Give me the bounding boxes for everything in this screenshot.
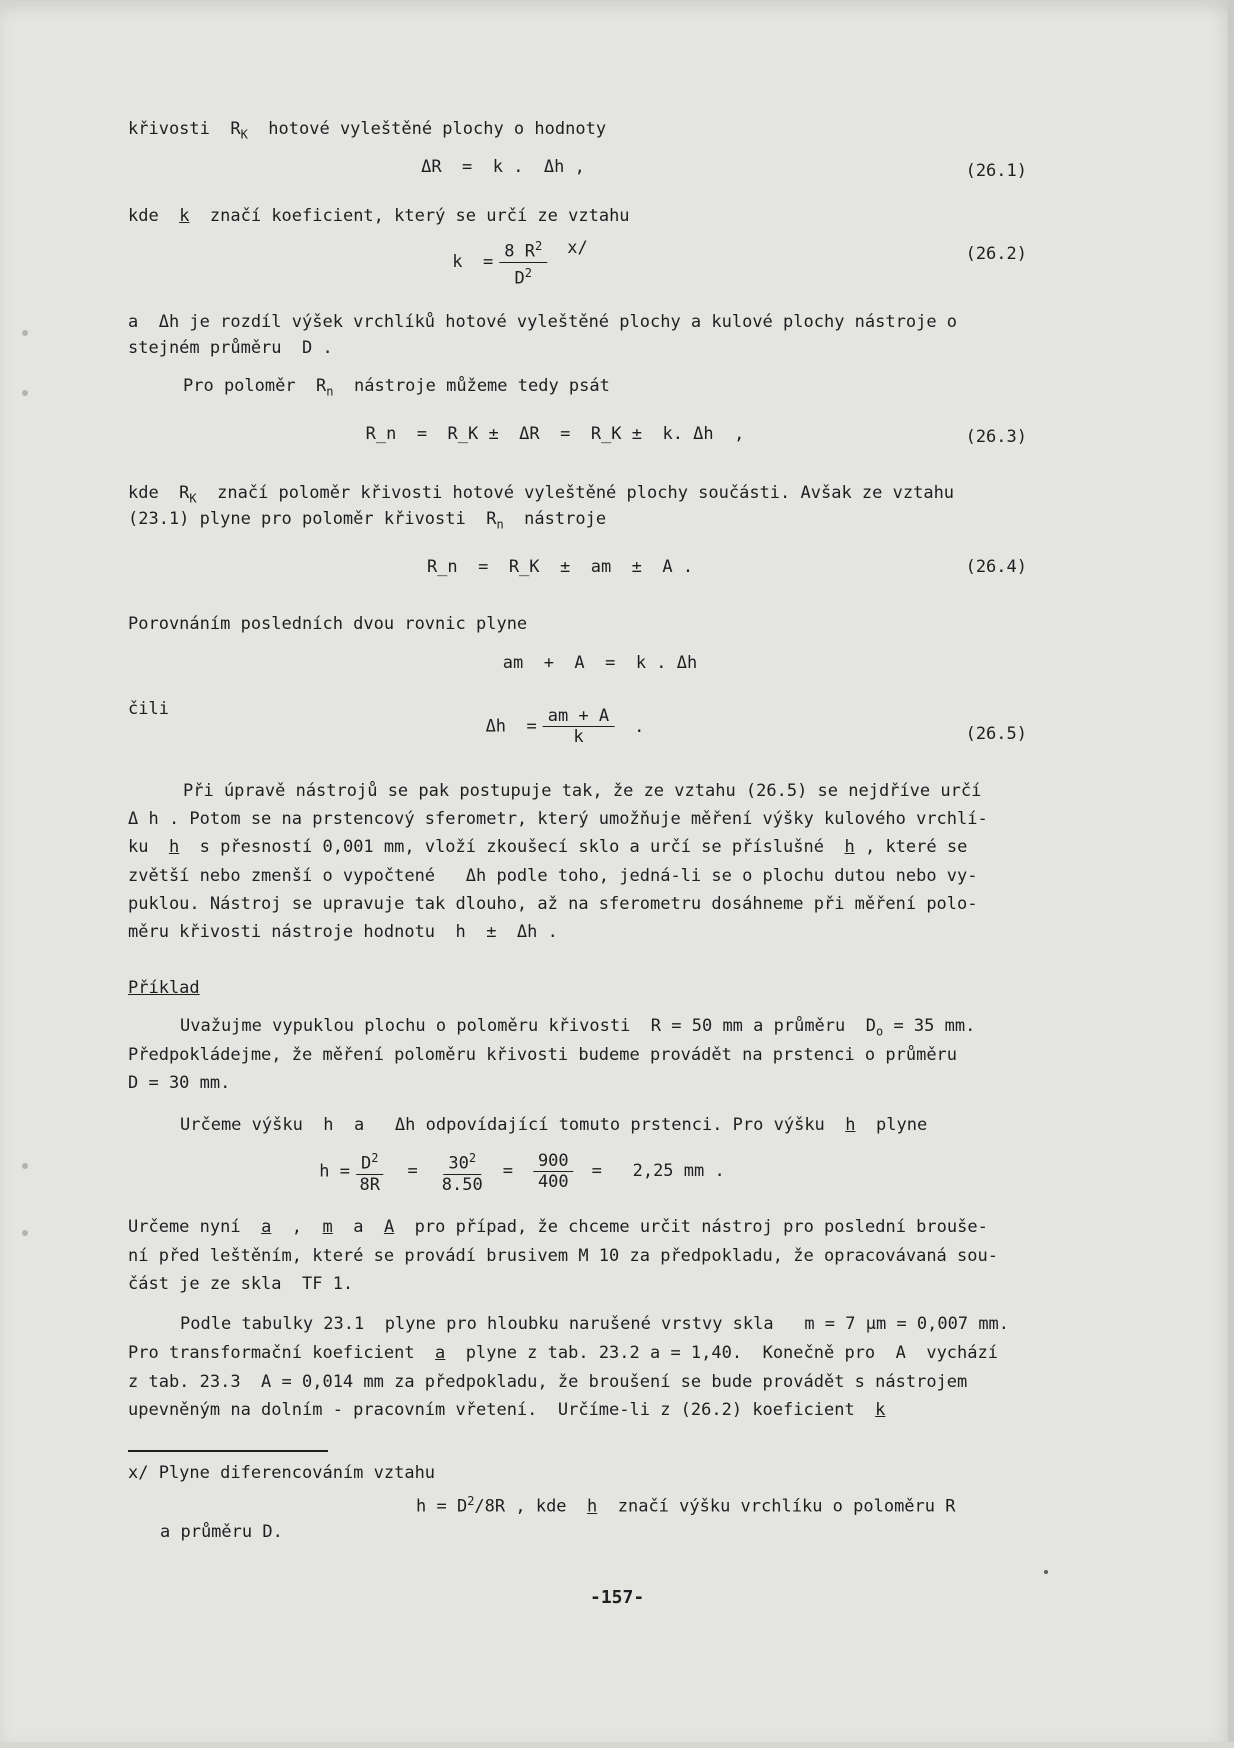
equation-lhs: k = [452, 252, 494, 273]
text-run: = [502, 1161, 513, 1182]
text-run: kde R [128, 483, 190, 503]
text-run: h = D [416, 1496, 468, 1517]
page-number: -157- [590, 1587, 645, 1608]
superscript: 2 [371, 1151, 379, 1165]
text-run: Určeme výšku h a Δh odpovídající tomuto prstenci. Pro výšku [180, 1115, 846, 1135]
punch-hole-mark [22, 390, 28, 396]
fraction-numerator [499, 236, 547, 263]
underlined-symbol: h [168, 837, 180, 857]
text-line: Podle tabulky 23.1 plyne pro hloubku narušené vrstvy skla m = 7 μm = 0,007 mm. [180, 1314, 1010, 1334]
equation-number: (26.3) [965, 427, 1027, 447]
text-run: , [271, 1217, 323, 1237]
equation-26-3: R_n = R_K ± ΔR = R_K ± k. Δh , [365, 424, 745, 444]
text-run: D [514, 268, 525, 289]
text-line [128, 205, 630, 227]
fraction [442, 1148, 483, 1195]
equation: am + A = k . Δh [502, 653, 698, 673]
fraction [543, 706, 614, 747]
text-run: = 2,25 mm . [591, 1161, 725, 1182]
page-bottom-edge [0, 1742, 1234, 1748]
text-line: ní před leštěním, které se provádí brusivem M 10 za předpokladu, že opracovávaná sou- [128, 1246, 998, 1266]
fraction-denominator: 400 [537, 1171, 569, 1192]
text-line: měru křivosti nástroje hodnotu h ± Δh . [128, 922, 558, 942]
text-line [128, 1342, 998, 1364]
subscript: o [875, 1024, 884, 1039]
fraction [533, 1151, 574, 1192]
text-run: kde [128, 206, 180, 226]
text-line [183, 375, 610, 402]
text-run: s přesností 0,001 mm, vloží zkoušecí sklo a určí se příslušné [179, 837, 845, 857]
footnote-line: x/ Plyne diferencováním vztahu [128, 1463, 436, 1483]
text-run: , které se [854, 837, 968, 857]
text-run: značí poloměr křivosti hotové vyleštěné plochy součásti. Avšak ze vztahu [196, 483, 955, 503]
text-line [180, 1114, 927, 1136]
text-run: pro případ, že chceme určit nástroj pro poslední brouše- [394, 1217, 988, 1237]
footnote-line [416, 1490, 956, 1518]
text-line: z tab. 23.3 A = 0,014 mm za předpokladu, že broušení se bude provádět s nástrojem [128, 1372, 968, 1392]
text-run: (23.1) plyne pro poloměr křivosti R [128, 509, 497, 529]
equation-number: (26.1) [965, 161, 1027, 181]
underlined-symbol: a [435, 1343, 446, 1363]
text-run: plyne [855, 1115, 928, 1135]
text-run: křivosti R [128, 119, 241, 139]
text-run: D [361, 1153, 372, 1174]
underlined-symbol: h [845, 1115, 856, 1135]
footnote-marker: x/ [567, 238, 588, 259]
text-line [128, 1399, 885, 1421]
text-line [180, 1015, 975, 1042]
equation-26-2 [452, 236, 587, 288]
text-run: 8 R [504, 241, 535, 262]
text-run: nástroje můžeme tedy psát [333, 376, 610, 396]
underlined-symbol: k [179, 206, 190, 226]
underlined-symbol: m [322, 1217, 333, 1237]
fraction [499, 236, 547, 288]
equation-number: (26.2) [965, 244, 1027, 264]
fraction-numerator [443, 1148, 481, 1175]
text-run: ku [128, 837, 169, 857]
underlined-symbol: h [844, 837, 855, 857]
equation-26-1: ΔR = k . Δh , [421, 157, 585, 177]
text-run: upevněným na dolním - pracovním vřetení. Určíme-li z (26.2) koeficient [128, 1400, 876, 1420]
text-run: značí výšku vrchlíku o poloměru R [597, 1496, 956, 1517]
superscript: 2 [467, 1494, 475, 1508]
underlined-symbol: k [875, 1400, 886, 1420]
superscript: 2 [534, 239, 543, 253]
underlined-symbol: h [587, 1496, 598, 1517]
fraction-numerator: am + A [543, 706, 614, 727]
fraction [356, 1148, 383, 1195]
text-line: Předpokládejme, že měření poloměru křivosti budeme provádět na prstenci o průměru [128, 1045, 958, 1065]
text-run: . [634, 716, 645, 737]
footnote-line: a průměru D. [160, 1522, 283, 1542]
text-line: čili [128, 699, 169, 719]
text-run: a [332, 1217, 384, 1237]
text-line: Při úpravě nástrojů se pak postupuje tak, že ze vztahu (26.5) se nejdříve určí [183, 781, 982, 801]
fraction-denominator: 8R [359, 1174, 380, 1195]
text-run: Uvažujme vypuklou plochu o poloměru křivosti R = 50 mm a průměru D [180, 1016, 876, 1036]
subscript: K [240, 127, 248, 142]
text-run: značí koeficient, který se určí ze vztahu [189, 206, 630, 226]
equation-lhs: h = [319, 1161, 350, 1182]
text-line [128, 1216, 988, 1238]
underlined-symbol: a [261, 1217, 272, 1237]
punch-hole-mark [22, 1163, 28, 1169]
superscript: 2 [468, 1151, 477, 1165]
text-run: /8R , kde [474, 1496, 588, 1517]
text-line [128, 508, 606, 535]
text-line: stejném průměru D . [128, 338, 333, 358]
text-line: část je ze skla TF 1. [128, 1274, 354, 1294]
text-line: Porovnáním posledních dvou rovnic plyne [128, 614, 528, 634]
footnote-separator [128, 1450, 328, 1452]
text-line [128, 836, 967, 858]
fraction-numerator [356, 1148, 383, 1175]
equation-26-4: R_n = R_K ± am ± A . [426, 557, 694, 577]
fraction-numerator: 900 [533, 1151, 574, 1172]
text-run: Pro transformační koeficient [128, 1343, 436, 1363]
page-edge-shadow [1228, 0, 1234, 1748]
punch-hole-mark [22, 1230, 28, 1236]
equation-26-5 [486, 706, 645, 747]
equation-height [319, 1148, 724, 1195]
text-line: puklou. Nástroj se upravuje tak dlouho, až na sferometru dosáhneme při měření polo- [128, 894, 978, 914]
text-run: nástroje [503, 509, 607, 529]
text-run: 30 [448, 1153, 469, 1174]
subscript: n [326, 384, 334, 399]
ink-speck [1044, 1570, 1048, 1574]
equation-number: (26.4) [965, 557, 1027, 577]
fraction-denominator [514, 263, 531, 289]
text-run: Pro poloměr R [183, 376, 327, 396]
text-run: = 35 mm. [883, 1016, 976, 1036]
superscript: 2 [524, 265, 532, 280]
subscript: K [189, 491, 197, 506]
fraction-denominator: 8.50 [441, 1174, 483, 1195]
punch-hole-mark [22, 330, 28, 336]
text-line: zvětší nebo zmenší o vypočtené Δh podle toho, jedná-li se o plochu dutou nebo vy- [128, 866, 978, 886]
text-line [128, 118, 606, 145]
text-run: Určeme nyní [128, 1217, 262, 1237]
section-heading: Příklad [128, 978, 200, 998]
fraction-denominator: k [573, 727, 584, 747]
equation-number: (26.5) [965, 724, 1027, 744]
text-line: D = 30 mm. [128, 1073, 231, 1093]
text-run: plyne z tab. 23.2 a = 1,40. Konečně pro A vychází [445, 1343, 998, 1363]
text-line [128, 482, 954, 509]
text-run: = [407, 1161, 418, 1182]
text-line: a Δh je rozdíl výšek vrchlíků hotové vyleštěné plochy a kulové plochy nástroje o [128, 312, 958, 332]
text-run: hotové vyleštěné plochy o hodnoty [247, 119, 607, 139]
underlined-symbol: A [383, 1217, 395, 1237]
equation-lhs: Δh = [485, 716, 537, 737]
subscript: n [496, 517, 504, 532]
text-line: Δ h . Potom se na prstencový sferometr, který umožňuje měření výšky kulového vrchlí- [128, 809, 988, 829]
